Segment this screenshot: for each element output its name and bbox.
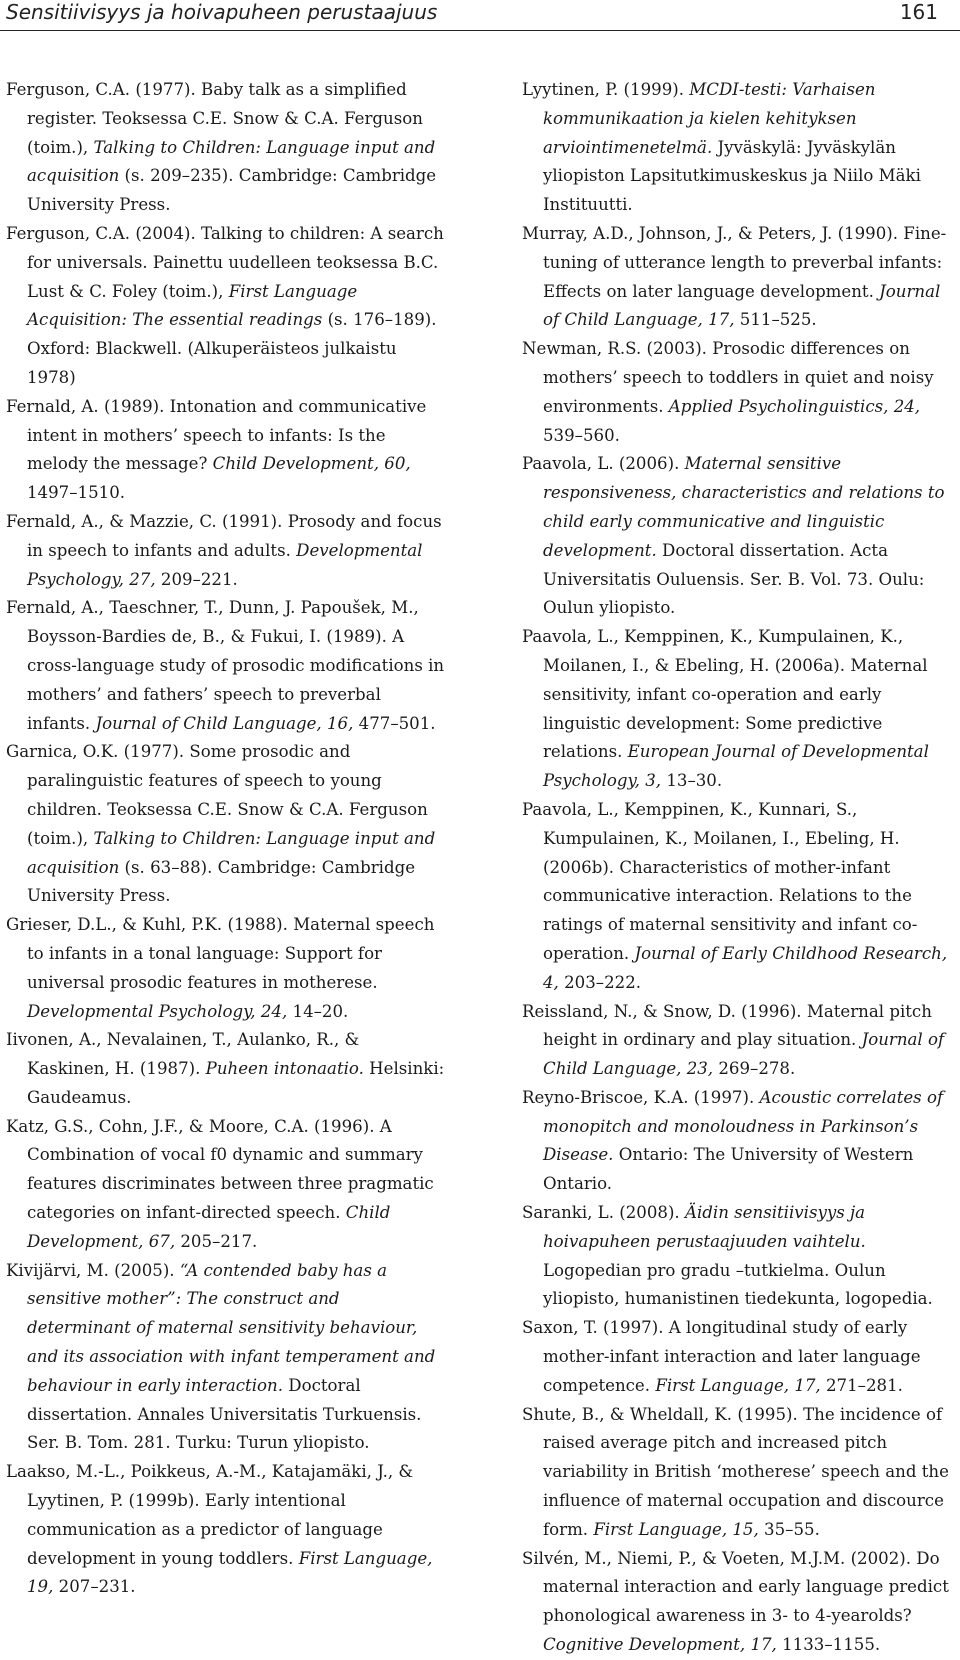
reference-text: Ferguson, C.A. (1977). Baby talk as a simplified register. Teoksessa C.E. Snow & C.A. Ferguson (toim.), <box>6 80 423 157</box>
reference-text: Paavola, L., Kemppinen, K., Kumpulainen, K., Moilanen, I., & Ebeling, H. (2006a). Maternal sensitivity, infant co-operation and early linguistic development: Some predictive relations. <box>522 627 928 762</box>
reference-entry <box>6 594 446 738</box>
reference-entry <box>522 796 958 998</box>
reference-text: Fernald, A., & Mazzie, C. (1991). Prosody and focus in speech to infants and adults. <box>6 511 442 560</box>
reference-text: Kivijärvi, M. (2005). <box>6 1260 180 1280</box>
reference-text: Reissland, N., & Snow, D. (1996). Maternal pitch height in ordinary and play situation. <box>522 1001 932 1050</box>
reference-text: Shute, B., & Wheldall, K. (1995). The incidence of raised average pitch and increased pitch variability in British ‘motherese’ speech and the influence of maternal occupation and discource form. <box>522 1404 949 1539</box>
reference-text: 511–525. <box>734 310 817 330</box>
reference-source-italic: Cognitive Development, 17, <box>543 1635 777 1655</box>
reference-entry <box>522 623 958 796</box>
reference-source-italic: Äidin sensitiivisyys ja hoivapuheen perustaajuuden vaihtelu. <box>543 1203 866 1251</box>
reference-source-italic: Developmental Psychology, 24, <box>27 1001 288 1021</box>
reference-text: Logopedian pro gradu –tutkielma. Oulun yliopisto, humanistinen tiedekunta, logopedia. <box>543 1260 933 1309</box>
reference-source-italic: Acoustic correlates of monopitch and monoloudness in Parkinson’s Disease. <box>543 1087 944 1165</box>
reference-text: Murray, A.D., Johnson, J., & Peters, J. (1990). Fine-tuning of utterance length to preverbal infants: Effects on later language development. <box>522 223 947 301</box>
reference-text: Silvén, M., Niemi, P., & Voeten, M.J.M. (2002). Do maternal interaction and early language predict phonological awareness in 3- to 4-yearolds? <box>522 1548 949 1626</box>
reference-entry <box>6 1458 446 1602</box>
reference-source-italic: First Language, 19, <box>27 1548 433 1597</box>
reference-entry <box>6 911 446 1026</box>
reference-text: 35–55. <box>758 1519 820 1539</box>
reference-source-italic: First Language Acquisition: The essential readings <box>27 281 358 330</box>
reference-source-italic: Journal of Child Language, 23, <box>543 1030 945 1079</box>
reference-source-italic: MCDI-testi: Varhaisen kommunikaation ja kielen kehityksen arviointimenetelmä. <box>543 80 876 157</box>
reference-text: 269–278. <box>713 1059 796 1079</box>
reference-source-italic: Journal of Child Language, 16, <box>95 713 354 733</box>
reference-text: Ontario: The University of Western Ontario. <box>543 1145 914 1194</box>
reference-source-italic: Journal of Child Language, 17, <box>543 281 941 330</box>
reference-entry <box>6 1026 446 1112</box>
reference-text: Iivonen, A., Nevalainen, T., Aulanko, R., & Kaskinen, H. (1987). <box>6 1030 360 1079</box>
reference-entry <box>522 76 958 220</box>
reference-text: Helsinki: Gaudeamus. <box>27 1059 445 1107</box>
reference-text: Lyytinen, P. (1999). <box>522 80 690 99</box>
reference-source-italic: First Language, 17, <box>655 1375 821 1395</box>
reference-entry <box>6 1113 446 1257</box>
reference-entry <box>6 1257 446 1459</box>
reference-text: 13–30. <box>661 771 723 791</box>
reference-entry <box>522 998 958 1084</box>
reference-text: Katz, G.S., Cohn, J.F., & Moore, C.A. (1996). A Combination of vocal f0 dynamic and summary features discriminates between three pragmatic categories on infant-directed speech. <box>6 1116 434 1223</box>
reference-text: Saxon, T. (1997). A longitudinal study of early mother-infant interaction and later language competence. <box>522 1318 921 1395</box>
reference-entry <box>6 220 446 393</box>
reference-text: Laakso, M.-L., Poikkeus, A.-M., Katajamäki, J., & Lyytinen, P. (1999b). Early intentional communication as a predictor of language development in young toddlers. <box>6 1462 414 1568</box>
reference-entry <box>522 220 958 335</box>
reference-text: Reyno-Briscoe, K.A. (1997). <box>522 1087 760 1107</box>
reference-text: Garnica, O.K. (1977). Some prosodic and paralinguistic features of speech to young children. Teoksessa C.E. Snow & C.A. Ferguson (toim.), <box>6 742 428 848</box>
reference-text: 205–217. <box>175 1231 258 1251</box>
reference-text: Newman, R.S. (2003). Prosodic differences on mothers’ speech to toddlers in quiet and noisy environments. <box>522 339 934 416</box>
reference-text: 209–221. <box>155 569 238 589</box>
reference-source-italic: Applied Psycholinguistics, 24, <box>668 396 921 416</box>
reference-entry <box>522 1314 958 1400</box>
reference-entry <box>6 508 446 594</box>
reference-text: Paavola, L., Kemppinen, K., Kunnari, S., Kumpulainen, K., Moilanen, I., Ebeling, H. (2006b). Characteristics of mother-infant communicative interaction. Relations to the ratings of maternal sensitivity and infant co-operation. <box>522 799 918 963</box>
reference-source-italic: Maternal sensitive responsiveness, characteristics and relations to child early communicative and linguistic development. <box>543 454 945 560</box>
reference-text: (s. 63–88). Cambridge: Cambridge University Press. <box>27 857 416 906</box>
reference-entry <box>522 1545 958 1660</box>
reference-column-right <box>522 76 958 1660</box>
reference-text: Saranki, L. (2008). <box>522 1203 685 1223</box>
reference-source-italic: Developmental Psychology, 27, <box>27 540 423 589</box>
reference-entry <box>6 76 446 220</box>
reference-text: (s. 176–189). Oxford: Blackwell. (Alkuperäisteos julkaistu 1978) <box>27 310 437 387</box>
reference-text: Doctoral dissertation. Acta Universitatis Ouluensis. Ser. B. Vol. 73. Oulu: Oulun yliopisto. <box>543 540 925 618</box>
reference-source-italic: Child Development, 60, <box>212 454 411 474</box>
reference-text: Fernald, A., Taeschner, T., Dunn, J. Papoušek, M., Boysson-Bardies de, B., & Fukui, I. (1989). A cross-language study of prosodic modifications in mothers’ and fathers’ speech to preverbal infants. <box>6 598 445 733</box>
reference-text: Doctoral dissertation. Annales Universitatis Turkuensis. Ser. B. Tom. 281. Turku: Turun yliopisto. <box>27 1375 422 1453</box>
reference-entry <box>6 393 446 508</box>
reference-source-italic: European Journal of Developmental Psychology, 3, <box>543 742 929 791</box>
reference-text: 14–20. <box>287 1001 349 1021</box>
reference-source-italic: Talking to Children: Language input and acquisition <box>27 828 436 877</box>
page-number: 161 <box>899 0 938 24</box>
reference-text: Grieser, D.L., & Kuhl, P.K. (1988). Maternal speech to infants in a tonal language: Support for universal prosodic features in motherese. <box>6 915 435 992</box>
reference-source-italic: “A contended baby has a sensitive mother”: The construct and determinant of maternal sensitivity behaviour, and its association with infant temperament and behaviour in early interaction. <box>27 1260 436 1395</box>
reference-text: Ferguson, C.A. (2004). Talking to children: A search for universals. Painettu uudelleen teoksessa B.C. Lust & C. Foley (toim.), <box>6 223 444 301</box>
reference-entry <box>522 1084 958 1199</box>
reference-text: 477–501. <box>353 713 436 733</box>
reference-entry <box>522 335 958 450</box>
reference-text: Fernald, A. (1989). Intonation and communicative intent in mothers’ speech to infants: Is the melody the message? <box>6 396 427 474</box>
reference-entry <box>522 1199 958 1314</box>
reference-text: Jyväskylä: Jyväskylän yliopiston Lapsitutkimuskeskus ja Niilo Mäki Instituutti. <box>543 137 921 215</box>
reference-entry <box>522 1401 958 1545</box>
reference-entry <box>522 450 958 623</box>
reference-entry <box>6 738 446 911</box>
reference-source-italic: Puheen intonaatio. <box>205 1059 364 1079</box>
reference-source-italic: Talking to Children: Language input and acquisition <box>27 137 436 186</box>
reference-source-italic: First Language, 15, <box>593 1519 759 1539</box>
reference-source-italic: Child Development, 67, <box>27 1203 391 1251</box>
running-title: Sensitiivisyys ja hoivapuheen perustaajuus <box>6 0 438 24</box>
reference-text: 271–281. <box>820 1375 903 1395</box>
reference-column-left <box>6 76 446 1602</box>
reference-source-italic: Journal of Early Childhood Research, 4, <box>543 943 948 992</box>
reference-text: 203–222. <box>558 972 642 992</box>
reference-text: 1497–1510. <box>27 483 126 503</box>
reference-text: (s. 209–235). Cambridge: Cambridge University Press. <box>27 166 437 215</box>
running-header <box>0 0 960 31</box>
reference-text: Paavola, L. (2006). <box>522 454 685 474</box>
reference-text: 539–560. <box>543 425 620 445</box>
reference-text: 207–231. <box>53 1577 136 1597</box>
reference-text: 1133–1155. <box>776 1635 881 1655</box>
